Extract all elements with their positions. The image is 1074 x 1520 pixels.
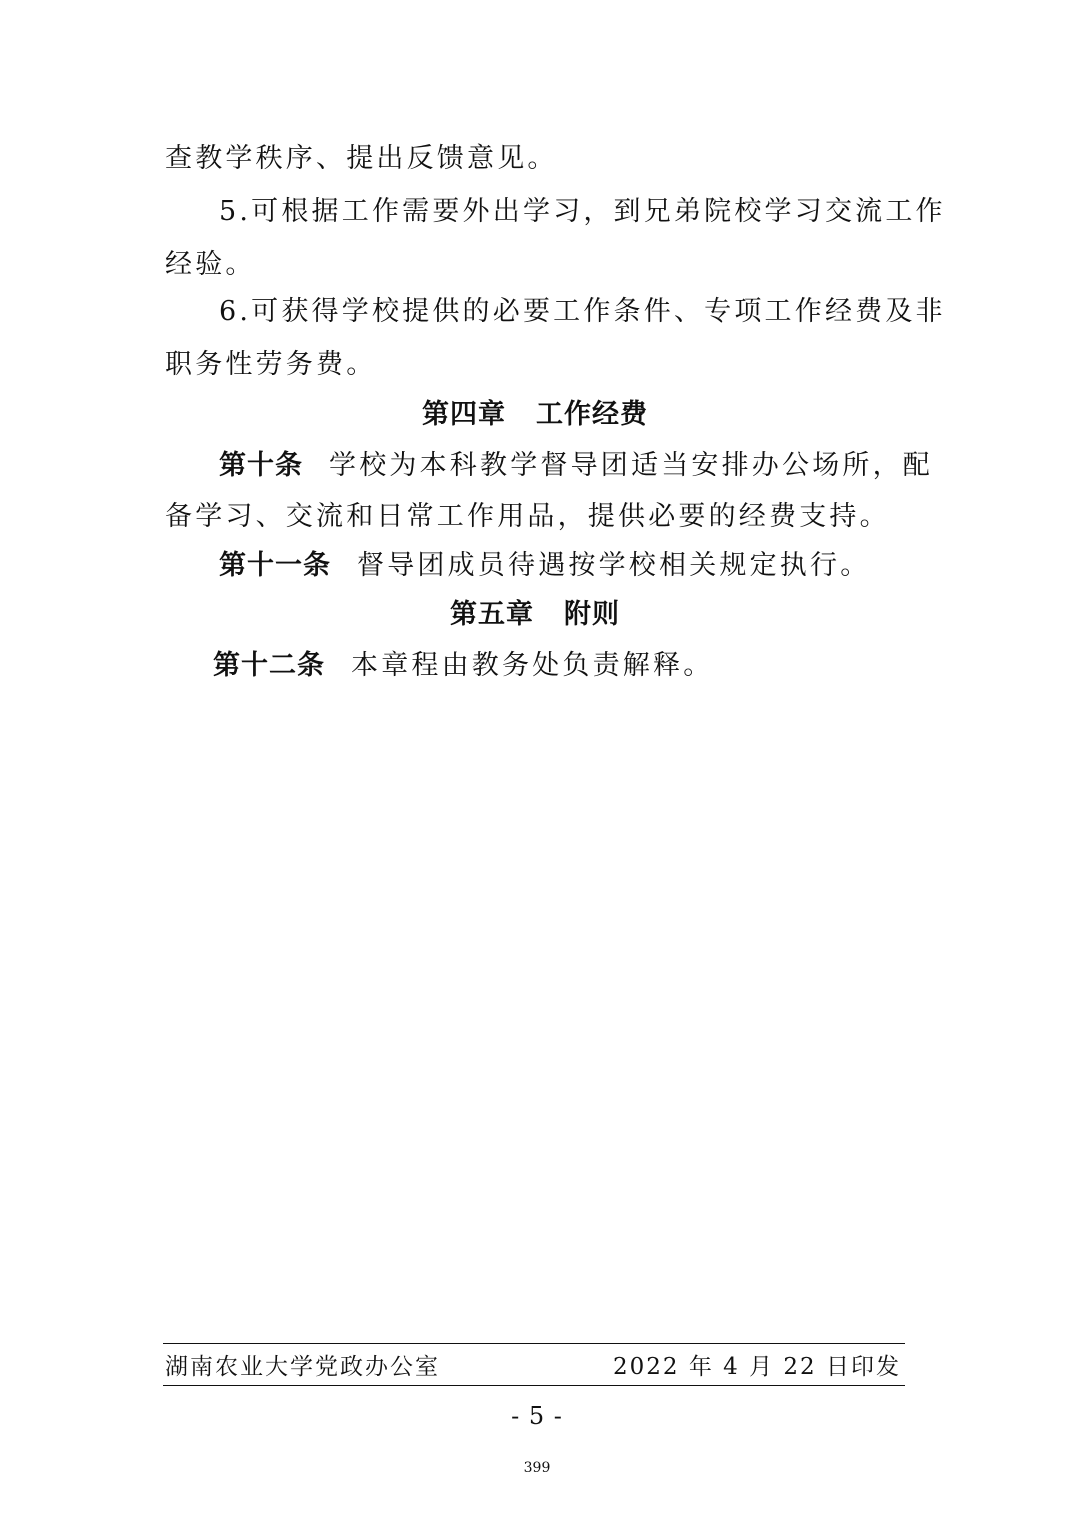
body-line: 职务性劳务费。 (165, 349, 377, 380)
footer-bottom-rule (163, 1385, 905, 1386)
sheet-number: 399 (523, 1460, 551, 1476)
chapter-number: 第五章 (450, 599, 534, 630)
article-label: 第十一条 (219, 550, 331, 581)
chapter-title: 工作经费 (536, 399, 648, 430)
issue-date: 2022 年 4 月 22 日印发 (613, 1354, 901, 1380)
chapter-heading (165, 597, 905, 633)
article-line (219, 548, 959, 584)
article-line (213, 648, 953, 684)
article-text: 督导团成员待遇按学校相关规定执行。 (357, 550, 871, 581)
body-line: 备学习、交流和日常工作用品，提供必要的经费支持。 (165, 501, 890, 532)
page-number: - 5 - (511, 1402, 563, 1430)
chapter-heading (165, 397, 905, 433)
chapter-title: 附则 (564, 599, 620, 630)
article-label: 第十条 (219, 450, 303, 481)
footer-top-rule (163, 1343, 905, 1344)
chapter-number: 第四章 (422, 399, 506, 430)
article-text: 本章程由教务处负责解释。 (351, 650, 714, 681)
article-text: 学校为本科教学督导团适当安排办公场所，配 (329, 450, 933, 481)
body-line: 5.可根据工作需要外出学习，到兄弟院校学习交流工作 (219, 196, 946, 227)
article-line (219, 448, 959, 484)
body-line: 6.可获得学校提供的必要工作条件、专项工作经费及非 (219, 296, 946, 327)
body-line: 查教学秩序、提出反馈意见。 (165, 143, 558, 174)
article-label: 第十二条 (213, 650, 325, 681)
body-line: 经验。 (165, 249, 256, 280)
issuer-name: 湖南农业大学党政办公室 (165, 1354, 440, 1380)
